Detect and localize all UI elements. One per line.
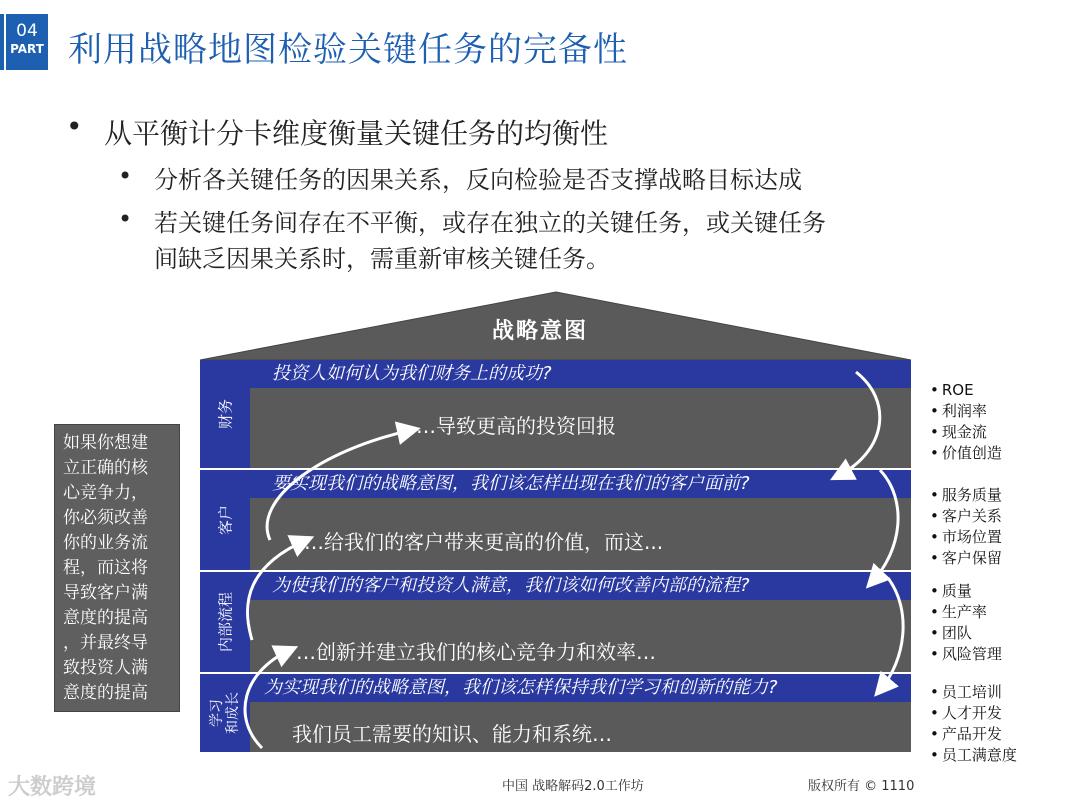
- answer-customer: …给我们的客户带来更高的价值，而这...: [304, 530, 664, 554]
- metric-item: • 生产率: [930, 602, 1002, 623]
- left-note: [54, 424, 180, 712]
- side-label-learning: [209, 692, 241, 734]
- row-customer: [200, 470, 911, 570]
- metric-item: • 客户保留: [930, 548, 1002, 569]
- metrics-internal: [930, 581, 1002, 665]
- metric-item: • 利润率: [930, 401, 1002, 422]
- metric-item: • 服务质量: [930, 485, 1002, 506]
- side-label-learning-line2: 和成长: [225, 692, 241, 734]
- metric-item: • 员工满意度: [930, 745, 1017, 766]
- part-number: 04: [16, 21, 38, 41]
- header-accent-bar: [0, 14, 4, 70]
- row-learning-growth: [200, 674, 911, 752]
- note-line: 你的业务流: [63, 533, 148, 553]
- side-label-financial: 财务: [216, 398, 235, 430]
- bullet-level2-1: 分析各关键任务的因果关系，反向检验是否支撑战略目标达成: [154, 166, 802, 194]
- row-internal-process: [200, 572, 911, 672]
- note-line: 如果你想建: [63, 433, 148, 453]
- strategy-map-house: [200, 360, 911, 752]
- metric-item: • 团队: [930, 623, 1002, 644]
- side-label-customer: 客户: [216, 504, 235, 536]
- note-line: 致投资人满: [63, 658, 148, 678]
- question-customer: 要实现我们的战略意图，我们该怎样出现在我们的客户面前?: [250, 470, 911, 498]
- note-line: 你必须改善: [63, 508, 148, 528]
- side-label-internal: 内部流程: [216, 591, 235, 653]
- footer-right: 版权所有 © 1110: [808, 779, 915, 794]
- part-badge: [6, 14, 48, 70]
- question-internal: 为使我们的客户和投资人满意，我们该如何改善内部的流程?: [250, 572, 911, 600]
- metric-item: • 员工培训: [930, 682, 1017, 703]
- metric-item: • 市场位置: [930, 527, 1002, 548]
- metrics-financial: [930, 380, 1002, 464]
- note-line: 程，而这将: [63, 558, 148, 578]
- bullet-dot: •: [118, 162, 133, 190]
- question-learning: 为实现我们的战略意图，我们该怎样保持我们学习和创新的能力?: [250, 674, 911, 702]
- note-line: 立正确的核: [63, 458, 148, 478]
- bullet-dot: •: [118, 205, 133, 233]
- metric-item: • 现金流: [930, 422, 1002, 443]
- answer-financial: …导致更高的投资回报: [416, 414, 616, 438]
- watermark-logo: 大数跨境: [8, 775, 97, 800]
- metrics-learning: [930, 682, 1017, 766]
- bullet-dot: •: [66, 110, 83, 143]
- side-label-box: [200, 674, 250, 752]
- footer-center: 中国 战略解码2.0工作坊: [502, 779, 644, 794]
- metric-item: • 质量: [930, 581, 1002, 602]
- answer-internal: …创新并建立我们的核心竞争力和效率…: [296, 640, 656, 664]
- side-label-box: [200, 470, 250, 570]
- metric-item: • ROE: [930, 380, 1002, 401]
- side-label-box: [200, 360, 250, 468]
- metric-item: • 人才开发: [930, 703, 1017, 724]
- note-line: ，并最终导: [63, 633, 148, 653]
- bullet-level2-2-cont: 间缺乏因果关系时，需重新审核关键任务。: [154, 245, 610, 273]
- note-line: 导致客户满: [63, 583, 148, 603]
- note-line: 意度的提高: [63, 683, 148, 703]
- question-financial: 投资人如何认为我们财务上的成功?: [250, 360, 911, 388]
- note-line: 心竞争力，: [63, 483, 148, 503]
- side-label-learning-line1: 学习: [209, 699, 225, 727]
- metric-item: • 客户关系: [930, 506, 1002, 527]
- metric-item: • 风险管理: [930, 644, 1002, 665]
- roof-title: 战略意图: [491, 319, 588, 344]
- side-label-box: [200, 572, 250, 672]
- page-title: 利用战略地图检验关键任务的完备性: [68, 30, 628, 70]
- note-line: 意度的提高: [63, 608, 148, 628]
- part-label: PART: [10, 42, 44, 56]
- bullet-level1: 从平衡计分卡维度衡量关键任务的均衡性: [104, 117, 609, 150]
- answer-learning: 我们员工需要的知识、能力和系统…: [292, 722, 612, 746]
- metrics-customer: [930, 485, 1002, 569]
- metric-item: • 价值创造: [930, 443, 1002, 464]
- bullet-level2-2: 若关键任务间存在不平衡，或存在独立的关键任务，或关键任务: [154, 209, 826, 237]
- row-financial: [200, 360, 911, 468]
- metric-item: • 产品开发: [930, 724, 1017, 745]
